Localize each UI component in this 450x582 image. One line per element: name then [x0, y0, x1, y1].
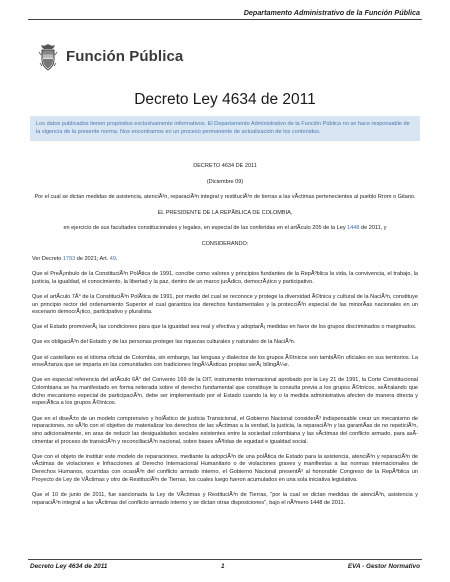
footer-rule — [28, 559, 422, 560]
decree-subject: Por el cual se dictan medidas de asistencia, atenciÃ³n, reparaciÃ³n integral y restituciÃ³n de tierras a las vÃctimas pertenecientes al pueblo Rrom o Gitano. — [34, 194, 416, 200]
decree-1793-link[interactable]: 1793 — [62, 256, 76, 262]
decree-number: DECRETO 4634 DE 2011 — [193, 163, 257, 169]
paragraph: Que el 10 de junio de 2011, fue sancionada la Ley de VÃctimas y RestituciÃ³n de Tierras, "por la cual se dictan medidas de atenciÃ³n, asistencia y reparaciÃ³n integral a las vÃctimas del conflicto armado interno y se dictan otras disposiciones", bajo el nÃºmero 1448 de 2011. — [32, 491, 418, 506]
decree-date: (Diciembre 09) — [206, 178, 244, 185]
see-prefix: Ver Decreto — [32, 256, 62, 262]
paragraph: Que el artÃculo 7Â° de la ConstituciÃ³n PolÃtica de 1991, por medio del cual se reconoce y protege la diversidad Ã©tnica y cultural de la NaciÃ³n, constituye un principio rector del ordenamiento Superior el cual garantiza los derechos fundamentales y la protecciÃ³n especial de las minorÃas nacionales en un escenario democrÃ¡tico, participativo y pluralista. — [32, 293, 418, 316]
decree-powers — [32, 225, 418, 233]
header-rule — [28, 19, 422, 20]
paragraph: Que el castellano es el idioma oficial de Colombia, sin embargo, las lenguas y dialectos de los grupos Ã©tnicos son tambiÃ©n oficiales en sus territorios. La enseÃ±anza que se imparta en las comunidades con tradiciones lingÃ¼Ãsticas propias serÃ¡ bilingÃ¼e. — [32, 354, 418, 369]
powers-prefix: en ejercicio de sus facultades constitucionales y legales, en especial de las conferidas en el artÃculo 205 de la Ley — [63, 225, 346, 231]
paragraph: Que con el objeto de instituir este modelo de reparaciones, mediante la adopciÃ³n de una polÃtica de Estado para la asistencia, atenciÃ³n y reparaciÃ³n de vÃctimas de violaciones e Infracciones al Derecho Internacional Humanitario o de violaciones graves y manifiestas a las normas internacionales de Derechos Humanos, ocurridas con ocasiÃ³n del conflicto armado interno, el Gobierno Nacional presentÃ³ al honorable Congreso de la RepÃºblica un Proyecto de Ley de VÃctimas y otro de RestituciÃ³n de Tierras, los cuales luego fueron acumulados en una sola iniciativa legislativa. — [32, 453, 418, 483]
paragraph: Que es obligaciÃ³n del Estado y de las personas proteger las riquezas culturales y naturales de la NaciÃ³n. — [32, 339, 296, 346]
disclaimer-notice: Los datos publicados tienen propósitos exclusivamente informativos. El Departamento Administrativo de la Función Pública no se hace responsable de la vigencia de la presente norma. Nos encontramos en un proceso permanente de actualización de los contenidos. — [30, 116, 420, 141]
see-also — [32, 256, 418, 264]
see-end: . — [115, 256, 118, 262]
powers-suffix: de 2011, y — [361, 225, 387, 231]
page-title: Decreto Ley 4634 de 2011 — [134, 91, 316, 108]
paragraph: Que el PreÃ¡mbulo de la ConstituciÃ³n PolÃtica de 1991, concibe como valores y principios fundantes de la RepÃºblica la vida, la convivencia, el trabajo, la justicia, la igualdad, el conocimiento, la libertad y la paz, dentro de un marco jurÃdico, democrÃ¡tico y participativo. — [32, 271, 418, 285]
paragraph: Que el Estado promoverÃ¡ las condiciones para que la igualdad sea real y efectiva y adoptarÃ¡ medidas en favor de los grupos discriminados o marginados. — [32, 324, 417, 331]
art-49-link[interactable]: 49 — [109, 256, 116, 262]
page-number: 1 — [221, 563, 225, 570]
header-agency: Departamento Administrativo de la Función Pública — [243, 8, 420, 17]
paragraph: Que en el diseÃ±o de un modelo comprensivo y holÃstico de justicia Transicional, el Gobierno Nacional considerÃ³ indispensable crear un mecanismo de reparaciones, no sÃ³lo con el objetivo de materializar los derechos de las vÃctimas a la verdad, la justicia, la reparaciÃ³n y las garantÃas de no repeticiÃ³n, sino adicionalmente, en aras de reducir las desigualdades sociales existentes entre la sociedad colombiana y las vÃctimas del conflicto armado, para asÃ cimentar el proceso de transiciÃ³n y reconciliaciÃ³n nacional, sobre bases sÃ³lidas de equidad e igualdad social. — [32, 415, 418, 445]
footer-title: Decreto Ley 4634 de 2011 — [30, 563, 108, 570]
see-mid: de 2021; Art. — [76, 256, 109, 262]
considering-heading: CONSIDERANDO: — [201, 240, 249, 247]
decree-president: EL PRESIDENTE DE LA REPÃBLICA DE COLOMBIA, — [157, 209, 293, 216]
paragraph: Que en especial referencia del artÃculo 6Â° del Convenio 169 de la OIT, instrumento internacional aprobado por la Ley 21 de 1991, la Corte Constitucional Colombiana se ha manifestado en forma reiterada sobre el derecho fundamental que constituye la consulta previa a los grupos Ã©tnicos, seÃ±alando que dicho mecanismo especial de participaciÃ³n, debe ser implementado por el Estado cuando la ley o la medida administrativa afecten de manera directa y especÃfica a los grupos Ã©tnicos. — [32, 377, 418, 407]
brand-name: Función Pública — [66, 48, 184, 65]
document-body — [32, 163, 418, 515]
law-1448-link[interactable]: 1448 — [347, 225, 360, 231]
footer-source: EVA - Gestor Normativo — [347, 563, 420, 570]
coat-of-arms-icon — [36, 43, 60, 73]
